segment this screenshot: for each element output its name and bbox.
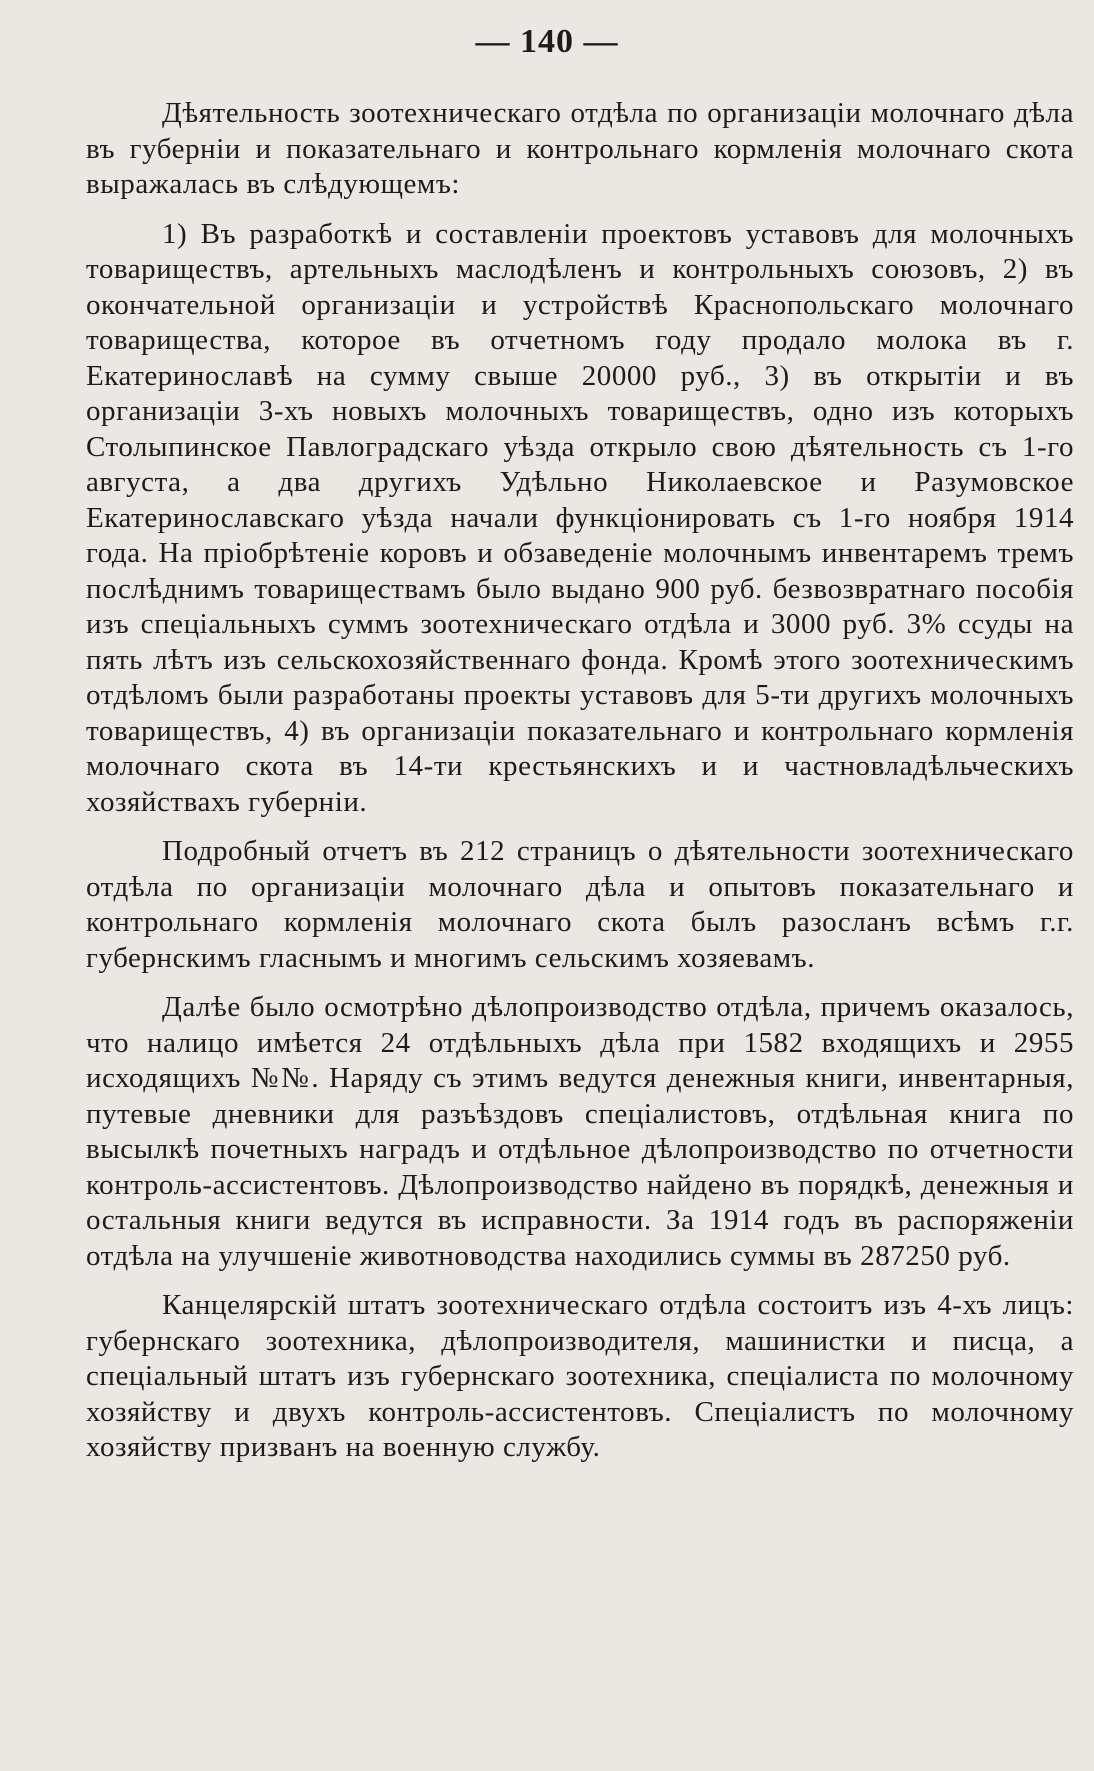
paragraph: Дѣятельность зоотехническаго отдѣла по организаціи молочнаго дѣла въ губерніи и показательнаго и контрольнаго кормленія молочнаго скота выражалась въ слѣдующемъ: (86, 97, 1074, 200)
body-text (86, 96, 1074, 1466)
paragraph: Канцелярскій штатъ зоотехническаго отдѣла состоитъ изъ 4-хъ лицъ: губернскаго зоотехника, дѣлопроизводителя, машинистки и писца, а спеціальный штатъ изъ губернскаго зоотехника, спеціалиста по молочному хозяйству и двухъ контроль-ассистентовъ. Спеціалистъ по молочному хозяйству призванъ на военную службу. (86, 1289, 1074, 1463)
paragraph: 1) Въ разработкѣ и составленіи проектовъ уставовъ для молочныхъ товариществъ, артельныхъ маслодѣленъ и контрольныхъ союзовъ, 2) въ окончательной организаціи и устройствѣ Краснопольскаго молочнаго товарищества, которое въ отчетномъ году продало молока въ г. Екатеринославѣ на сумму свыше 20000 руб., 3) въ открытіи и въ организаціи 3-хъ новыхъ молочныхъ товариществъ, одно изъ которыхъ Столыпинское Павлоградскаго уѣзда открыло свою дѣятельность съ 1-го августа, а два другихъ Удѣльно Николаевское и Разумовское Екатеринославскаго уѣзда начали функціонировать съ 1-го ноября 1914 года. На пріобрѣтеніе коровъ и обзаведеніе молочнымъ инвентаремъ тремъ послѣднимъ товариществамъ было выдано 900 руб. безвозвратнаго пособія изъ спеціальныхъ суммъ зоотехническаго отдѣла и 3000 руб. 3% ссуды на пять лѣтъ изъ сельскохозяйственнаго фонда. Кромѣ этого зоотехническимъ отдѣломъ были разработаны проекты уставовъ для 5-ти другихъ молочныхъ товариществъ, 4) въ организаціи показательнаго и контрольнаго кормленія молочнаго скота въ 14-ти крестьянскихъ и и частновладѣльческихъ хозяйствахъ губерніи. (86, 217, 1074, 818)
paragraph: Далѣе было осмотрѣно дѣлопроизводство отдѣла, причемъ оказалось, что налицо имѣется 24 отдѣльныхъ дѣла при 1582 входящихъ и 2955 исходящихъ №№. Наряду съ этимъ ведутся денежныя книги, инвентарныя, путевые дневники для разъѣздовъ спеціалистовъ, отдѣльная книга по высылкѣ почетныхъ наградъ и отдѣльное дѣлопроизводство по отчетности контроль-ассистентовъ. Дѣлопроизводство найдено въ порядкѣ, денежныя и остальныя книги ведутся въ исправности. За 1914 годъ въ распоряженіи отдѣла на улучшеніе животноводства находились суммы въ 287250 руб. (86, 991, 1074, 1272)
page-number: — 140 — (475, 23, 619, 60)
paragraph: Подробный отчетъ въ 212 страницъ о дѣятельности зоотехническаго отдѣла по организаціи молочнаго дѣла и опытовъ показательнаго и контрольнаго кормленія молочнаго скота былъ разосланъ всѣмъ г.г. губернскимъ гласнымъ и многимъ сельскимъ хозяевамъ. (86, 835, 1074, 974)
